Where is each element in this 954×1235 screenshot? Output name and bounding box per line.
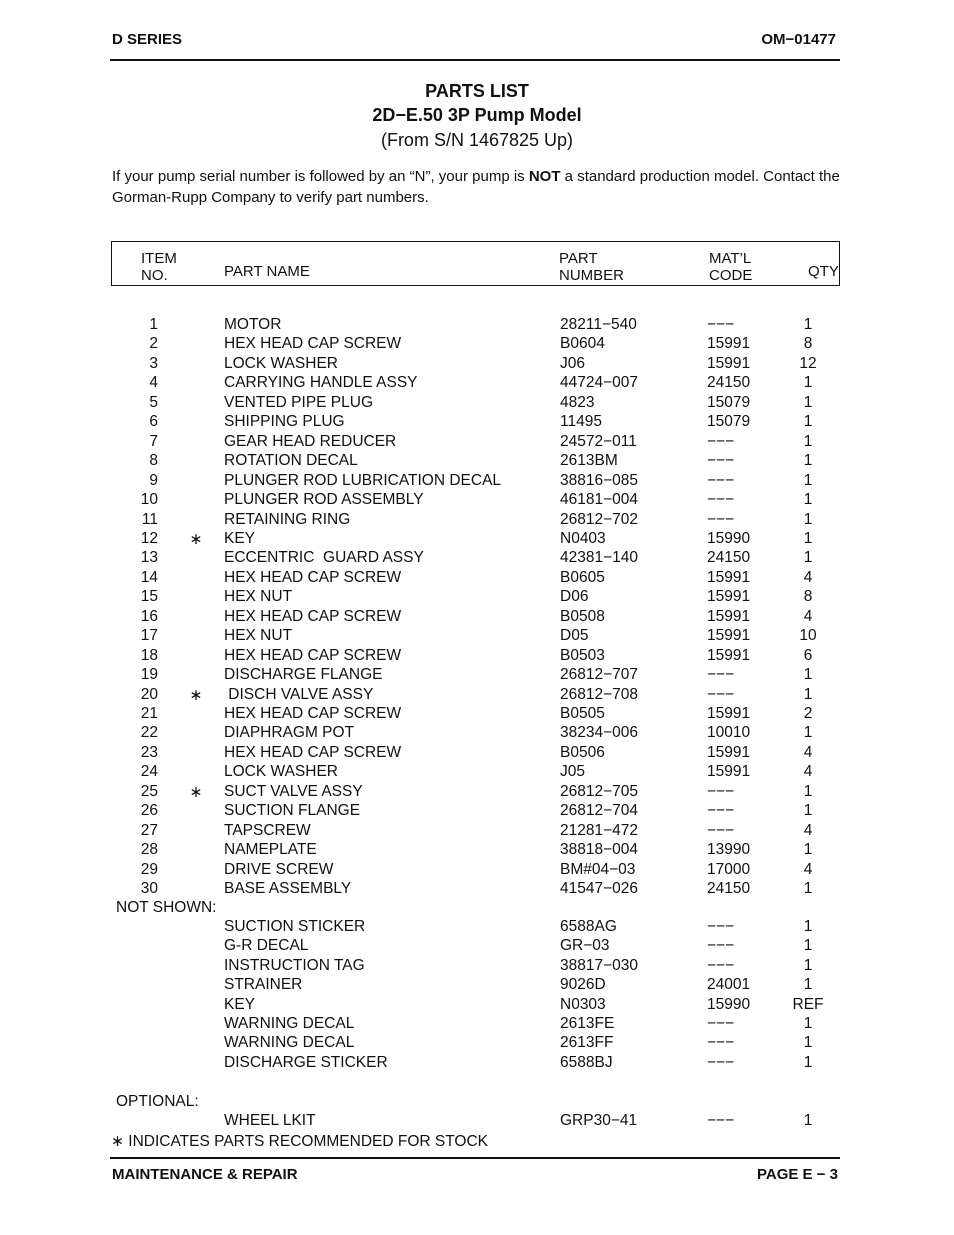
material-code: 15991 bbox=[707, 607, 751, 625]
part-name: LOCK WASHER bbox=[224, 354, 338, 372]
quantity: REF bbox=[792, 995, 824, 1013]
quantity: 1 bbox=[803, 316, 813, 333]
table-row bbox=[0, 394, 954, 413]
quantity: 1 bbox=[803, 666, 813, 684]
table-row bbox=[0, 996, 954, 1015]
part-name: RETAINING RING bbox=[224, 510, 351, 528]
quantity: 1 bbox=[803, 491, 813, 509]
part-name: HEX NUT bbox=[224, 627, 293, 645]
material-code: −−− bbox=[707, 685, 735, 703]
intro-text-2: a standard production model. Contact the Gorman-Rupp Company to verify part numbers. bbox=[112, 168, 840, 206]
part-number: B0506 bbox=[560, 743, 605, 761]
table-row bbox=[0, 472, 954, 491]
part-number: D05 bbox=[560, 627, 589, 645]
material-code: 15079 bbox=[707, 393, 751, 411]
quantity: 1 bbox=[803, 724, 813, 742]
part-name: TAPSCREW bbox=[224, 821, 311, 839]
part-number: 9026D bbox=[560, 976, 606, 994]
col-qty: QTY bbox=[808, 263, 839, 280]
col-part-name: PART NAME bbox=[224, 263, 310, 280]
part-name: KEY bbox=[224, 995, 256, 1013]
quantity: 4 bbox=[803, 743, 813, 761]
part-name: DIAPHRAGM POT bbox=[224, 724, 355, 742]
stock-mark: ∗ bbox=[189, 783, 203, 801]
part-number: 2613FE bbox=[560, 1015, 615, 1032]
quantity: 1 bbox=[803, 549, 813, 567]
quantity: 10 bbox=[799, 627, 817, 645]
table-row bbox=[0, 937, 954, 956]
quantity: 4 bbox=[803, 821, 813, 839]
quantity: 1 bbox=[803, 841, 813, 859]
part-number: B0505 bbox=[560, 705, 605, 722]
quantity: 1 bbox=[803, 510, 813, 528]
header-doc-number: OM−01477 bbox=[761, 31, 836, 48]
part-number: BM#04−03 bbox=[560, 860, 636, 878]
part-name: CARRYING HANDLE ASSY bbox=[224, 374, 418, 392]
table-row bbox=[0, 802, 954, 821]
quantity: 1 bbox=[803, 432, 813, 450]
quantity: 2 bbox=[803, 705, 813, 722]
table-row bbox=[0, 1034, 954, 1053]
part-name: G-R DECAL bbox=[224, 937, 309, 955]
part-name: DISCHARGE STICKER bbox=[224, 1053, 388, 1071]
material-code: 24150 bbox=[707, 549, 751, 567]
quantity: 1 bbox=[803, 976, 813, 994]
quantity: 1 bbox=[803, 471, 813, 489]
quantity: 1 bbox=[803, 1053, 813, 1071]
table-row bbox=[0, 335, 954, 354]
part-name: HEX HEAD CAP SCREW bbox=[224, 607, 402, 625]
quantity: 1 bbox=[803, 937, 813, 955]
footer-rule bbox=[110, 1157, 840, 1159]
part-name: HEX HEAD CAP SCREW bbox=[224, 705, 402, 722]
table-row bbox=[0, 374, 954, 393]
quantity: 1 bbox=[803, 880, 813, 898]
material-code: −−− bbox=[707, 937, 735, 955]
part-name: GEAR HEAD REDUCER bbox=[224, 432, 397, 450]
part-name: HEX HEAD CAP SCREW bbox=[224, 568, 402, 586]
quantity: 1 bbox=[803, 918, 813, 935]
table-row bbox=[0, 549, 954, 568]
footer-section: MAINTENANCE & REPAIR bbox=[112, 1166, 298, 1183]
item-number: 11 bbox=[141, 510, 158, 528]
table-row bbox=[0, 841, 954, 860]
material-code: −−− bbox=[707, 432, 735, 450]
quantity: 1 bbox=[803, 529, 813, 547]
part-name: INSTRUCTION TAG bbox=[224, 956, 365, 974]
serial-range: (From S/N 1467825 Up) bbox=[380, 130, 574, 150]
col-item-l1: ITEM bbox=[141, 250, 177, 267]
table-row bbox=[0, 1054, 954, 1073]
material-code: −−− bbox=[707, 1112, 735, 1129]
material-code: 15990 bbox=[707, 529, 751, 547]
material-code: −−− bbox=[707, 782, 735, 800]
material-code: −−− bbox=[707, 802, 735, 820]
item-number: 25 bbox=[140, 782, 158, 800]
part-name: HEX HEAD CAP SCREW bbox=[224, 646, 402, 664]
part-name: HEX HEAD CAP SCREW bbox=[224, 335, 402, 353]
quantity: 1 bbox=[803, 782, 813, 800]
table-row bbox=[0, 1112, 954, 1131]
header-rule bbox=[110, 59, 840, 61]
table-row bbox=[0, 763, 954, 782]
quantity: 1 bbox=[803, 1015, 813, 1032]
material-code: 15991 bbox=[707, 568, 751, 586]
part-number: 26812−704 bbox=[560, 802, 639, 820]
table-row bbox=[0, 627, 954, 646]
part-name: SUCTION FLANGE bbox=[224, 802, 361, 820]
part-number: 2613BM bbox=[560, 452, 618, 470]
quantity: 1 bbox=[803, 413, 813, 431]
table-row bbox=[0, 433, 954, 452]
material-code: 15991 bbox=[707, 743, 751, 761]
material-code: 15079 bbox=[707, 413, 751, 431]
table-row bbox=[0, 511, 954, 530]
quantity: 1 bbox=[803, 374, 813, 392]
stock-mark: ∗ bbox=[189, 530, 203, 548]
quantity: 4 bbox=[803, 568, 813, 586]
part-name: ROTATION DECAL bbox=[224, 452, 358, 470]
material-code: 15991 bbox=[707, 646, 751, 664]
part-name: SUCT VALVE ASSY bbox=[224, 782, 363, 800]
part-number: 24572−011 bbox=[560, 432, 637, 450]
part-name: DISCHARGE FLANGE bbox=[224, 666, 383, 684]
part-name: VENTED PIPE PLUG bbox=[224, 393, 374, 411]
part-number: GRP30−41 bbox=[560, 1112, 638, 1129]
item-number: 24 bbox=[140, 763, 158, 781]
item-number: 15 bbox=[140, 588, 158, 606]
part-number: 38816−085 bbox=[560, 471, 639, 489]
part-name: SUCTION STICKER bbox=[224, 918, 366, 935]
quantity: 8 bbox=[803, 588, 813, 606]
quantity: 4 bbox=[803, 860, 813, 878]
part-number: 26812−705 bbox=[560, 782, 639, 800]
part-number: N0403 bbox=[560, 529, 606, 547]
quantity: 1 bbox=[803, 1112, 813, 1129]
part-name: SHIPPING PLUG bbox=[224, 413, 345, 431]
part-number: 6588AG bbox=[560, 918, 617, 935]
part-number: 44724−007 bbox=[560, 374, 639, 392]
part-number: B0508 bbox=[560, 607, 605, 625]
table-row bbox=[0, 880, 954, 899]
part-number: 11495 bbox=[560, 413, 602, 431]
part-number: 42381−140 bbox=[560, 549, 639, 567]
item-number: 14 bbox=[140, 568, 158, 586]
material-code: −−− bbox=[707, 452, 735, 470]
item-number: 22 bbox=[140, 724, 158, 742]
material-code: 15991 bbox=[707, 588, 751, 606]
table-row bbox=[0, 355, 954, 374]
item-number: 6 bbox=[149, 413, 158, 431]
material-code: 13990 bbox=[707, 841, 751, 859]
part-name: DISCH VALVE ASSY bbox=[224, 685, 374, 703]
material-code: −−− bbox=[707, 821, 735, 839]
model-title: 2D−E.50 3P Pump Model bbox=[372, 105, 582, 125]
part-number: 26812−707 bbox=[560, 666, 639, 684]
col-matl-l2: CODE bbox=[709, 267, 753, 284]
table-row bbox=[0, 861, 954, 880]
material-code: −−− bbox=[707, 1053, 735, 1071]
item-number: 27 bbox=[140, 821, 158, 839]
quantity: 1 bbox=[803, 393, 813, 411]
table-row bbox=[0, 822, 954, 841]
part-name: ECCENTRIC GUARD ASSY bbox=[224, 549, 424, 567]
material-code: −−− bbox=[707, 956, 735, 974]
material-code: 15991 bbox=[707, 627, 751, 645]
table-row bbox=[0, 491, 954, 510]
part-number: B0604 bbox=[560, 335, 605, 353]
item-number: 13 bbox=[140, 549, 158, 567]
quantity: 1 bbox=[803, 956, 813, 974]
quantity: 12 bbox=[799, 354, 817, 372]
quantity: 4 bbox=[803, 607, 813, 625]
col-matl-l1: MAT’L bbox=[709, 250, 752, 267]
table-row bbox=[0, 1015, 954, 1034]
item-number: 17 bbox=[140, 627, 158, 645]
material-code: −−− bbox=[707, 1015, 735, 1032]
intro-paragraph bbox=[112, 166, 847, 208]
part-number: 6588BJ bbox=[560, 1053, 613, 1071]
table-row bbox=[0, 452, 954, 471]
material-code: −−− bbox=[707, 666, 735, 684]
footer-page: PAGE E − 3 bbox=[756, 1166, 838, 1183]
part-number: GR−03 bbox=[560, 937, 610, 955]
material-code: 15991 bbox=[707, 335, 751, 353]
item-number: 5 bbox=[149, 393, 158, 411]
part-number: D06 bbox=[560, 588, 589, 606]
part-name: KEY bbox=[224, 529, 256, 547]
table-row bbox=[0, 647, 954, 666]
part-number: 38818−004 bbox=[560, 841, 639, 859]
quantity: 6 bbox=[803, 646, 813, 664]
quantity: 1 bbox=[803, 1034, 813, 1052]
item-number: 16 bbox=[140, 607, 158, 625]
item-number: 4 bbox=[149, 374, 158, 392]
item-number: 21 bbox=[140, 705, 158, 722]
part-number: 38817−030 bbox=[560, 956, 639, 974]
part-name: BASE ASSEMBLY bbox=[224, 880, 352, 898]
table-row bbox=[0, 666, 954, 685]
table-row bbox=[0, 569, 954, 588]
material-code: 15991 bbox=[707, 763, 751, 781]
part-name: PLUNGER ROD ASSEMBLY bbox=[224, 491, 424, 509]
quantity: 4 bbox=[803, 763, 813, 781]
item-number: 23 bbox=[140, 743, 158, 761]
material-code: −−− bbox=[707, 510, 735, 528]
item-number: 3 bbox=[149, 354, 158, 372]
table-row bbox=[0, 724, 954, 743]
part-number: J05 bbox=[560, 763, 585, 781]
part-number: 26812−708 bbox=[560, 685, 639, 703]
intro-bold: NOT bbox=[528, 168, 561, 185]
part-number: 28211−540 bbox=[560, 316, 637, 333]
part-number: 41547−026 bbox=[560, 880, 639, 898]
material-code: 24150 bbox=[707, 880, 751, 898]
table-row bbox=[0, 957, 954, 976]
part-number: N0303 bbox=[560, 995, 606, 1013]
material-code: 17000 bbox=[707, 860, 751, 878]
part-number: 2613FF bbox=[560, 1034, 614, 1052]
item-number: 2 bbox=[149, 335, 158, 353]
part-name: WHEEL LKIT bbox=[224, 1112, 316, 1129]
stock-note: ∗ INDICATES PARTS RECOMMENDED FOR STOCK bbox=[111, 1133, 488, 1150]
table-row bbox=[0, 413, 954, 432]
material-code: −−− bbox=[707, 491, 735, 509]
material-code: −−− bbox=[707, 471, 735, 489]
part-number: B0605 bbox=[560, 568, 605, 586]
optional-label: OPTIONAL: bbox=[116, 1093, 199, 1110]
table-row bbox=[0, 744, 954, 763]
part-name: PLUNGER ROD LUBRICATION DECAL bbox=[224, 471, 502, 489]
material-code: 15990 bbox=[707, 995, 751, 1013]
page-title: PARTS LIST bbox=[425, 81, 529, 101]
part-name: HEX NUT bbox=[224, 588, 293, 606]
item-number: 9 bbox=[149, 471, 158, 489]
col-part-l2: NUMBER bbox=[559, 267, 625, 284]
item-number: 29 bbox=[140, 860, 158, 878]
table-row bbox=[0, 976, 954, 995]
part-name: WARNING DECAL bbox=[224, 1015, 355, 1032]
item-number: 19 bbox=[140, 666, 158, 684]
item-number: 1 bbox=[149, 316, 158, 333]
item-number: 12 bbox=[140, 529, 158, 547]
part-number: 46181−004 bbox=[560, 491, 639, 509]
header-series: D SERIES bbox=[112, 31, 183, 48]
item-number: 20 bbox=[140, 685, 158, 703]
table-row bbox=[0, 686, 954, 705]
part-name: STRAINER bbox=[224, 976, 303, 994]
table-row bbox=[0, 608, 954, 627]
material-code: −−− bbox=[707, 316, 735, 333]
quantity: 1 bbox=[803, 452, 813, 470]
table-header bbox=[111, 241, 840, 286]
quantity: 8 bbox=[803, 335, 813, 353]
material-code: −−− bbox=[707, 918, 735, 935]
intro-text-1: If your pump serial number is followed by an “N”, your pump is bbox=[112, 168, 529, 185]
part-number: B0503 bbox=[560, 646, 605, 664]
item-number: 26 bbox=[140, 802, 158, 820]
table-row bbox=[0, 783, 954, 802]
part-name: LOCK WASHER bbox=[224, 763, 338, 781]
stock-mark: ∗ bbox=[189, 686, 203, 704]
quantity: 1 bbox=[803, 685, 813, 703]
part-number: 21281−472 bbox=[560, 821, 639, 839]
part-number: J06 bbox=[560, 354, 585, 372]
part-name: DRIVE SCREW bbox=[224, 860, 334, 878]
item-number: 10 bbox=[140, 491, 158, 509]
col-part-l1: PART bbox=[559, 250, 598, 267]
material-code: 10010 bbox=[707, 724, 751, 742]
part-number: 26812−702 bbox=[560, 510, 639, 528]
material-code: 24001 bbox=[707, 976, 751, 994]
table-row bbox=[0, 705, 954, 724]
table-row bbox=[0, 588, 954, 607]
material-code: 24150 bbox=[707, 374, 751, 392]
part-name: NAMEPLATE bbox=[224, 841, 317, 859]
item-number: 8 bbox=[149, 452, 158, 470]
part-name: WARNING DECAL bbox=[224, 1034, 355, 1052]
part-name: HEX HEAD CAP SCREW bbox=[224, 743, 402, 761]
part-number: 4823 bbox=[560, 393, 595, 411]
item-number: 18 bbox=[140, 646, 158, 664]
quantity: 1 bbox=[803, 802, 813, 820]
table-row bbox=[0, 316, 954, 335]
item-number: 7 bbox=[149, 432, 158, 450]
col-item-l2: NO. bbox=[141, 267, 168, 284]
part-name: MOTOR bbox=[224, 316, 282, 333]
part-number: 38234−006 bbox=[560, 724, 639, 742]
not-shown-label: NOT SHOWN: bbox=[116, 899, 217, 916]
table-row bbox=[0, 530, 954, 549]
item-number: 30 bbox=[140, 880, 158, 898]
table-row bbox=[0, 918, 954, 937]
material-code: 15991 bbox=[707, 705, 751, 722]
material-code: 15991 bbox=[707, 354, 751, 372]
item-number: 28 bbox=[140, 841, 158, 859]
material-code: −−− bbox=[707, 1034, 735, 1052]
